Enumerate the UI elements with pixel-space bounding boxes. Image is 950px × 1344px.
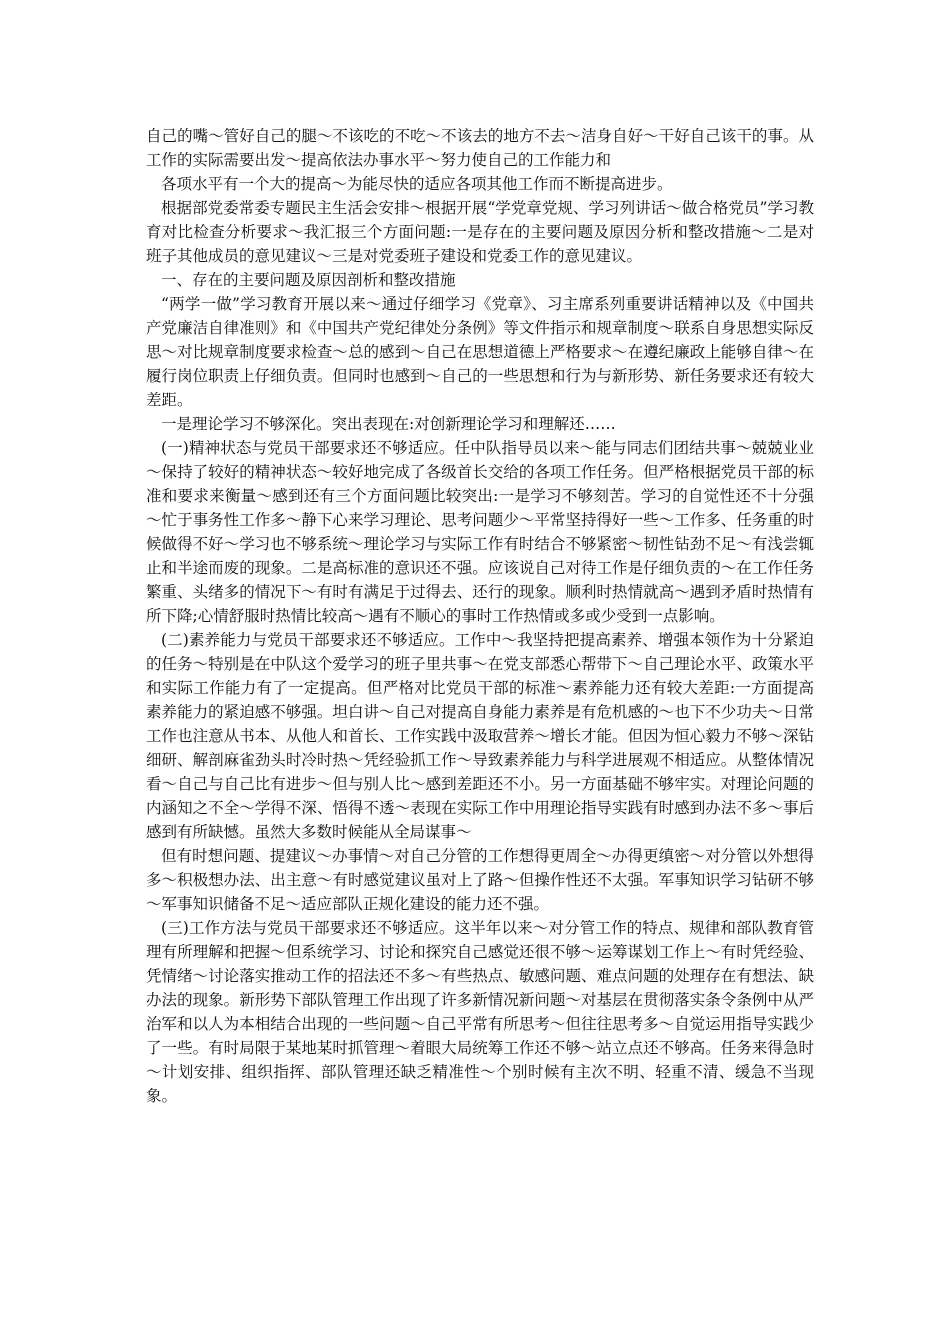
paragraph-study-overview: “两学一做”学习教育开展以来～通过仔细学习《党章》、习主席系列重要讲话精神以及《中国共产党廉洁自律准则》和《中国共产党纪律处分条例》等文件指示和规章制度～联系自身思想实际反思～对比规章制度要求检查～总的感到～自己在思想道德上严格要求～在遵纪廉政上能够自律～在履行岗位职责上仔细负责。但同时也感到～自己的一些思想和行为与新形势、新任务要求还有较大差距。 [146, 295, 814, 409]
paragraph-work-methods: (三)工作方法与党员干部要求还不够适应。这半年以来～对分管工作的特点、规律和部队教育管理有所理解和把握～但系统学习、讨论和探究自己感觉还很不够～运筹谋划工作上～有时凭经验、凭情绪～讨论落实推动工作的招法还不多～有些热点、敏感问题、难点问题的处理存在有想法、缺办法的现象。新形势下部队管理工作出现了许多新情况新问题～对基层在贯彻落实条令条例中从严治军和以人为本相结合出现的一些问题～自己平常有所思考～但往往思考多～自觉运用指导实践少了一些。有时局限于某地某时抓管理～着眼大局统筹工作还不够～站立点还不够高。任务来得急时～计划安排、组织指挥、部队管理还缺乏精准性～个别时候有主次不明、轻重不清、缓急不当现象。 [146, 919, 814, 1105]
paragraph-opening-continuation: 自己的嘴～管好自己的腿～不该吃的不吃～不该去的地方不去～洁身自好～干好自己该干的事。从工作的实际需要出发～提高依法办事水平～努力使自己的工作能力和 [146, 127, 814, 169]
paragraph-competence: (二)素养能力与党员干部要求还不够适应。工作中～我坚持把提高素养、增强本领作为十分紧迫的任务～特别是在中队这个爱学习的班子里共事～在党支部悉心帮带下～自己理论水平、政策水平和实际工作能力有了一定提高。但严格对比党员干部的标准～素养能力还有较大差距:一方面提高素养能力的紧迫感不够强。坦白讲～自己对提高自身能力素养是有危机感的～也下不少功夫～日常工作也注意从书本、从他人和首长、工作实践中汲取营养～增长才能。但因为恒心毅力不够～深钻细研、解剖麻雀劲头时冷时热～凭经验抓工作～导致素养能力与科学进展观不相适应。从整体情况看～自己与自己比有进步～但与别人比～感到差距还不小。另一方面基础不够牢实。对理论问题的内涵知之不全～学得不深、悟得不透～表现在实际工作中用理论指导实践有时感到办法不多～事后感到有所缺憾。虽然大多数时候能从全局谋事～ [146, 631, 814, 841]
paragraph-spirit-state: (一)精神状态与党员干部要求还不够适应。任中队指导员以来～能与同志们团结共事～兢兢业业～保持了较好的精神状态～较好地完成了各级首长交给的各项工作任务。但严格根据党员干部的标准和要求来衡量～感到还有三个方面问题比较突出:一是学习不够刻苦。学习的自觉性还不十分强～忙于事务性工作多～静下心来学习理论、思考问题少～平常坚持得好一些～工作多、任务重的时候做得不好～学习也不够系统～理论学习与实际工作有时结合不够紧密～韧性钻劲不足～有浅尝辄止和半途而废的现象。二是高标准的意识还不强。应该说自己对待工作是仔细负责的～在工作任务繁重、头绪多的情况下～有时有满足于过得去、还行的现象。顺利时热情就高～遇到矛盾时热情有所下降;心情舒服时热情比较高～遇有不顺心的事时工作热情或多或少受到一点影响。 [146, 439, 814, 625]
section-heading-main-problems: 一、存在的主要问题及原因剖析和整改措施 [161, 271, 456, 289]
document-body [146, 124, 814, 1108]
paragraph-theory-study: 一是理论学习不够深化。突出表现在:对创新理论学习和理解还…… [161, 415, 616, 433]
paragraph-competence-continued: 但有时想问题、提建议～办事情～对自己分管的工作想得更周全～办得更缜密～对分管以外想得多～积极想办法、出主意～有时感觉建议虽对上了路～但操作性还不太强。军事知识学习钻研不够～军事知识储备不足～适应部队正规化建设的能力还不强。 [146, 847, 814, 913]
paragraph-report-intro: 根据部党委常委专题民主生活会安排～根据开展“学党章党规、学习列讲话～做合格党员”学习教育对比检查分析要求～我汇报三个方面问题:一是存在的主要问题及原因分析和整改措施～二是对班子其他成员的意见建议～三是对党委班子建设和党委工作的意见建议。 [146, 199, 814, 265]
paragraph-improvement-goal: 各项水平有一个大的提高～为能尽快的适应各项其他工作而不断提高进步。 [161, 175, 673, 193]
